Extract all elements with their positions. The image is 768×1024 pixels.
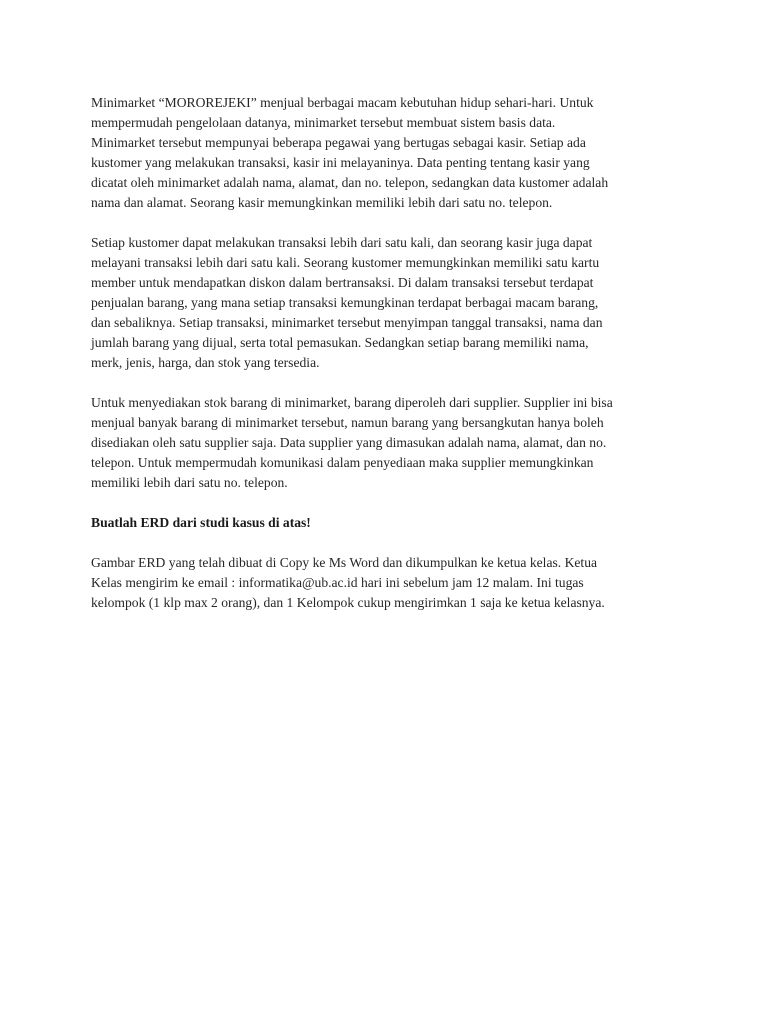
text-line: dan sebaliknya. Setiap transaksi, minimarket tersebut menyimpan tanggal transaksi, nama dan [91,315,603,330]
text-line: penjualan barang, yang mana setiap transaksi kemungkinan terdapat berbagai macam barang, [91,295,599,310]
assignment-heading [91,513,681,533]
text-line: nama dan alamat. Seorang kasir memungkinkan memiliki lebih dari satu no. telepon. [91,195,553,210]
text-line: kelompok (1 klp max 2 orang), dan 1 Kelompok cukup mengirimkan 1 saja ke ketua kelasnya. [91,595,605,610]
paragraph-spacer [91,533,681,553]
text-line: disediakan oleh satu supplier saja. Data supplier yang dimasukan adalah nama, alamat, dan no. [91,435,607,450]
text-line: Setiap kustomer dapat melakukan transaksi lebih dari satu kali, dan seorang kasir juga dapat [91,235,593,250]
paragraph-2 [91,233,681,373]
paragraph-1 [91,93,681,213]
text-line: menjual banyak barang di minimarket tersebut, namun barang yang bersangkutan hanya boleh [91,415,604,430]
paragraph-3 [91,393,681,493]
text-line: Minimarket “MOROREJEKI” menjual berbagai macam kebutuhan hidup sehari-hari. Untuk [91,95,594,110]
text-line: kustomer yang melakukan transaksi, kasir ini melayaninya. Data penting tentang kasir yang [91,155,590,170]
text-line: Kelas mengirim ke email : informatika@ub.ac.id hari ini sebelum jam 12 malam. Ini tugas [91,575,584,590]
heading-text: Buatlah ERD dari studi kasus di atas! [91,515,311,530]
paragraph-4 [91,553,681,613]
paragraph-spacer [91,213,681,233]
text-line: Untuk menyediakan stok barang di minimarket, barang diperoleh dari supplier. Supplier ini bisa [91,395,613,410]
text-line: member untuk mendapatkan diskon dalam bertransaksi. Di dalam transaksi tersebut terdapat [91,275,594,290]
text-line: dicatat oleh minimarket adalah nama, alamat, dan no. telepon, sedangkan data kustomer adalah [91,175,609,190]
text-line: memiliki lebih dari satu no. telepon. [91,475,288,490]
text-line: mempermudah pengelolaan datanya, minimarket tersebut membuat sistem basis data. [91,115,556,130]
text-line: Gambar ERD yang telah dibuat di Copy ke Ms Word dan dikumpulkan ke ketua kelas. Ketua [91,555,598,570]
document-body [91,93,681,613]
text-line: Minimarket tersebut mempunyai beberapa pegawai yang bertugas sebagai kasir. Setiap ada [91,135,586,150]
text-line: jumlah barang yang dijual, serta total pemasukan. Sedangkan setiap barang memiliki nama, [91,335,589,350]
text-line: telepon. Untuk mempermudah komunikasi dalam penyediaan maka supplier memungkinkan [91,455,594,470]
paragraph-spacer [91,373,681,393]
text-line: merk, jenis, harga, dan stok yang tersedia. [91,355,320,370]
text-line: melayani transaksi lebih dari satu kali. Seorang kustomer memungkinkan memiliki satu kartu [91,255,600,270]
paragraph-spacer [91,493,681,513]
